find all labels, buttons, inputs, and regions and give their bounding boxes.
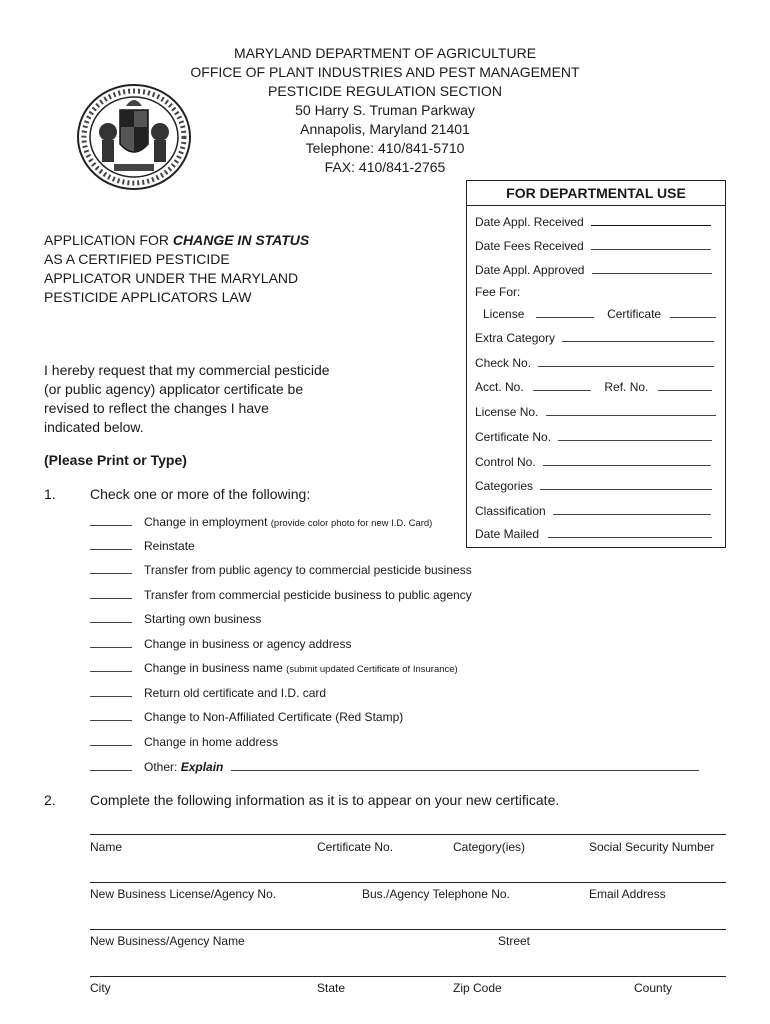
control-no-label: Control No. (475, 455, 536, 469)
info-line-3[interactable] (90, 929, 726, 930)
license-label: License (483, 307, 525, 321)
control-no-row (475, 455, 719, 469)
title-line-1 (44, 231, 309, 250)
certificate-label: Certificate (607, 307, 662, 321)
license-no-field[interactable] (546, 405, 716, 416)
acct-no-label: Acct. No. (475, 380, 524, 394)
option-check-blank[interactable] (90, 760, 132, 771)
acct-no-field[interactable] (533, 380, 591, 391)
section-1-heading: Check one or more of the following: (90, 486, 311, 502)
date-fees-label: Date Fees Received (475, 239, 584, 253)
fee-for-row (483, 307, 719, 321)
request-line: I hereby request that my commercial pesticide (44, 362, 330, 378)
option-check-blank[interactable] (90, 539, 132, 550)
certificate-no-field[interactable] (558, 430, 712, 441)
certificate-no-label: Certificate No. (475, 430, 552, 444)
option-change-employment (90, 515, 432, 531)
title-line-4: PESTICIDE APPLICATORS LAW (44, 289, 252, 305)
option-check-blank[interactable] (90, 710, 132, 721)
option-check-blank[interactable] (90, 612, 132, 623)
section-2-number: 2. (44, 792, 56, 808)
date-mailed-field[interactable] (548, 527, 712, 538)
option-label: Change in home address (144, 735, 279, 749)
title-prefix: APPLICATION FOR (44, 232, 173, 248)
other-explain-label: Explain (180, 760, 224, 774)
title-emphasis: CHANGE IN STATUS (172, 232, 310, 248)
header-line: Annapolis, Maryland 21401 (300, 121, 470, 137)
section-1-number: 1. (44, 486, 56, 502)
request-line: indicated below. (44, 419, 144, 435)
telephone-label: Bus./Agency Telephone No. (362, 887, 510, 901)
state-label: State (317, 981, 346, 995)
section-2-heading: Complete the following information as it is to appear on your new certificate. (90, 792, 560, 808)
option-reinstate (90, 539, 195, 553)
title-line-2: AS A CERTIFIED PESTICIDE (44, 251, 230, 267)
city-label: City (90, 981, 111, 995)
header-line: Telephone: 410/841-5710 (305, 140, 465, 156)
acct-ref-row (475, 380, 719, 394)
license-no-label: License No. (475, 405, 539, 419)
date-mailed-label: Date Mailed (475, 527, 540, 541)
option-transfer-public-to-commercial (90, 563, 472, 577)
option-label: Transfer from commercial pesticide business to public agency (144, 588, 472, 602)
license-no-row (475, 405, 719, 419)
categories-label: Categories (475, 479, 534, 493)
option-check-blank[interactable] (90, 588, 132, 599)
other-label: Other: (144, 760, 178, 774)
header-line: OFFICE OF PLANT INDUSTRIES AND PEST MANAGEMENT (190, 64, 580, 80)
check-no-label: Check No. (475, 356, 532, 370)
date-mailed-row (475, 527, 719, 541)
certificate-fee-field[interactable] (670, 307, 716, 318)
certificate-no-label: Certificate No. (317, 840, 394, 854)
option-label: Transfer from public agency to commercial pesticide business (144, 563, 472, 577)
info-line-1[interactable] (90, 834, 726, 835)
departmental-use-box (466, 180, 726, 548)
check-no-row (475, 356, 719, 370)
county-label: County (634, 981, 673, 995)
info-line-2[interactable] (90, 882, 726, 883)
application-title (44, 231, 309, 307)
option-label: Change in business name (144, 661, 283, 675)
license-fee-field[interactable] (536, 307, 594, 318)
zip-code-label: Zip Code (453, 981, 502, 995)
extra-category-label: Extra Category (475, 331, 556, 345)
option-transfer-commercial-to-public (90, 588, 472, 602)
departmental-use-title: FOR DEPARTMENTAL USE (467, 181, 725, 206)
classification-row (475, 504, 719, 518)
categories-row (475, 479, 719, 493)
option-change-address (90, 637, 351, 651)
date-approved-row (475, 263, 719, 277)
info-line-4[interactable] (90, 976, 726, 977)
request-line: (or public agency) applicator certificate be (44, 381, 304, 397)
categories-field[interactable] (540, 479, 712, 490)
option-check-blank[interactable] (90, 735, 132, 746)
option-starting-business (90, 612, 261, 626)
option-note: (submit updated Certificate of Insurance) (286, 664, 458, 675)
print-note: (Please Print or Type) (44, 452, 187, 468)
option-check-blank[interactable] (90, 515, 132, 526)
date-received-label: Date Appl. Received (475, 215, 584, 229)
date-fees-row (475, 239, 719, 253)
classification-label: Classification (475, 504, 546, 518)
business-name-label: New Business/Agency Name (90, 934, 245, 948)
header-line: 50 Harry S. Truman Parkway (295, 102, 475, 118)
classification-field[interactable] (553, 504, 711, 515)
header-line: MARYLAND DEPARTMENT OF AGRICULTURE (233, 45, 537, 61)
date-fees-field[interactable] (591, 239, 711, 250)
option-label: Reinstate (144, 539, 195, 553)
email-label: Email Address (589, 887, 666, 901)
street-label: Street (498, 934, 531, 948)
title-line-3: APPLICATOR UNDER THE MARYLAND (44, 270, 299, 286)
option-label: Change in employment (144, 515, 268, 529)
date-approved-field[interactable] (592, 263, 712, 274)
option-non-affiliated (90, 710, 403, 724)
agency-header (150, 44, 620, 177)
option-check-blank[interactable] (90, 686, 132, 697)
name-label: Name (90, 840, 123, 854)
option-label: Change to Non-Affiliated Certificate (Red Stamp) (144, 710, 404, 724)
categories-label: Category(ies) (453, 840, 526, 854)
date-received-row (475, 215, 719, 229)
option-label: Starting own business (144, 612, 262, 626)
date-approved-label: Date Appl. Approved (475, 263, 585, 277)
request-line: revised to reflect the changes I have (44, 400, 269, 416)
business-license-label: New Business License/Agency No. (90, 887, 277, 901)
certificate-no-row (475, 430, 719, 444)
date-received-field[interactable] (591, 215, 711, 226)
control-no-field[interactable] (543, 455, 711, 466)
option-note: (provide color photo for new I.D. Card) (270, 518, 433, 529)
fee-for-label: Fee For: (475, 285, 521, 299)
option-label: Change in business or agency address (144, 637, 352, 651)
option-check-blank[interactable] (90, 661, 132, 672)
ref-no-field[interactable] (658, 380, 712, 391)
option-check-blank[interactable] (90, 637, 132, 648)
request-paragraph (44, 361, 330, 437)
extra-category-field[interactable] (562, 331, 714, 342)
ssn-label: Social Security Number (589, 840, 715, 854)
ref-no-label: Ref. No. (604, 380, 649, 394)
extra-category-row (475, 331, 719, 345)
header-line: PESTICIDE REGULATION SECTION (268, 83, 502, 99)
check-no-field[interactable] (538, 356, 714, 367)
option-return-certificate (90, 686, 326, 700)
option-check-blank[interactable] (90, 563, 132, 574)
option-label: Return old certificate and I.D. card (144, 686, 327, 700)
other-explain-field[interactable] (231, 760, 699, 771)
header-line: FAX: 410/841-2765 (324, 159, 446, 175)
option-change-business-name (90, 661, 458, 677)
option-home-address (90, 735, 278, 749)
option-other (90, 760, 699, 774)
